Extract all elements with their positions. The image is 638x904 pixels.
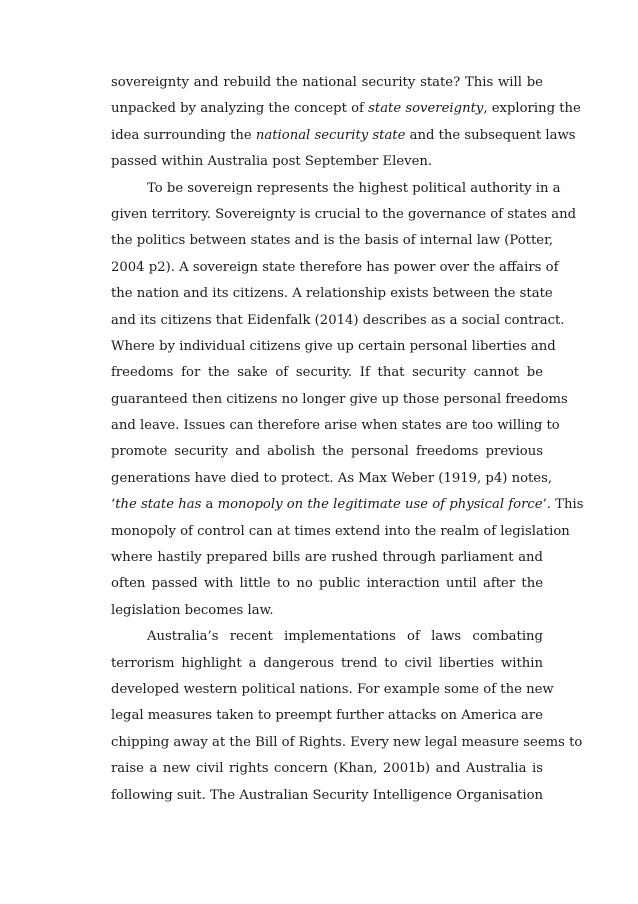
text-line: 2004 p2). A sovereign state therefore has power over the affairs of [111,259,559,275]
quote-line: ‘the state has a monopoly on the legitimate use of physical force’. This [111,497,584,513]
paragraph-first-line: To be sovereign represents the highest political authority in a [147,180,561,196]
paragraph-first-line: Australia’s recent implementations of laws combating [147,629,543,645]
italic-term: national security state [255,127,406,143]
text-line: terrorism highlight a dangerous trend to civil liberties within [111,655,543,671]
paragraph-end-line: passed within Australia post September Eleven. [111,154,433,170]
text-line: sovereignty and rebuild the national security state? This will be [111,75,543,90]
text-line: guaranteed then citizens no longer give up those personal freedoms [111,391,568,407]
text-line: monopoly of control can at times extend into the realm of legislation [111,523,570,539]
body-text [111,70,584,809]
text-line: legal measures taken to preempt further attacks on America are [111,708,543,724]
text-line: given territory. Sovereignty is crucial to the governance of states and [111,206,577,222]
text-line: raise a new civil rights concern (Khan, 2001b) and Australia is [111,761,543,777]
paragraph-end-line: legislation becomes law. [111,602,274,618]
text-line: following suit. The Australian Security Intelligence Organisation [111,787,543,803]
text-line: idea surrounding the national security state and the subsequent laws [111,127,576,143]
text-line: and its citizens that Eidenfalk (2014) describes as a social contract. [111,312,565,328]
italic-quote: the state has [115,497,202,513]
text-line: and leave. Issues can therefore arise when states are too willing to [111,418,560,434]
italic-quote: monopoly on the legitimate use of physical force [217,497,543,513]
text-line: often passed with little to no public interaction until after the [111,576,543,592]
text-line: Where by individual citizens give up certain personal liberties and [111,338,556,354]
text-line: the nation and its citizens. A relationship exists between the state [111,286,553,302]
text-line: the politics between states and is the basis of internal law (Potter, [111,233,554,249]
italic-term: state sovereignty [368,101,484,117]
text-line: freedoms for the sake of security. If that security cannot be [111,365,543,381]
text-line: unpacked by analyzing the concept of state sovereignty, exploring the [111,101,581,117]
text-line: where hastily prepared bills are rushed through parliament and [111,550,543,566]
text-line: developed western political nations. For example some of the new [111,681,554,697]
text-line: promote security and abolish the personal freedoms previous [111,444,543,460]
text-line: generations have died to protect. As Max Weber (1919, p4) notes, [111,470,553,486]
text-line: chipping away at the Bill of Rights. Every new legal measure seems to [111,734,583,750]
